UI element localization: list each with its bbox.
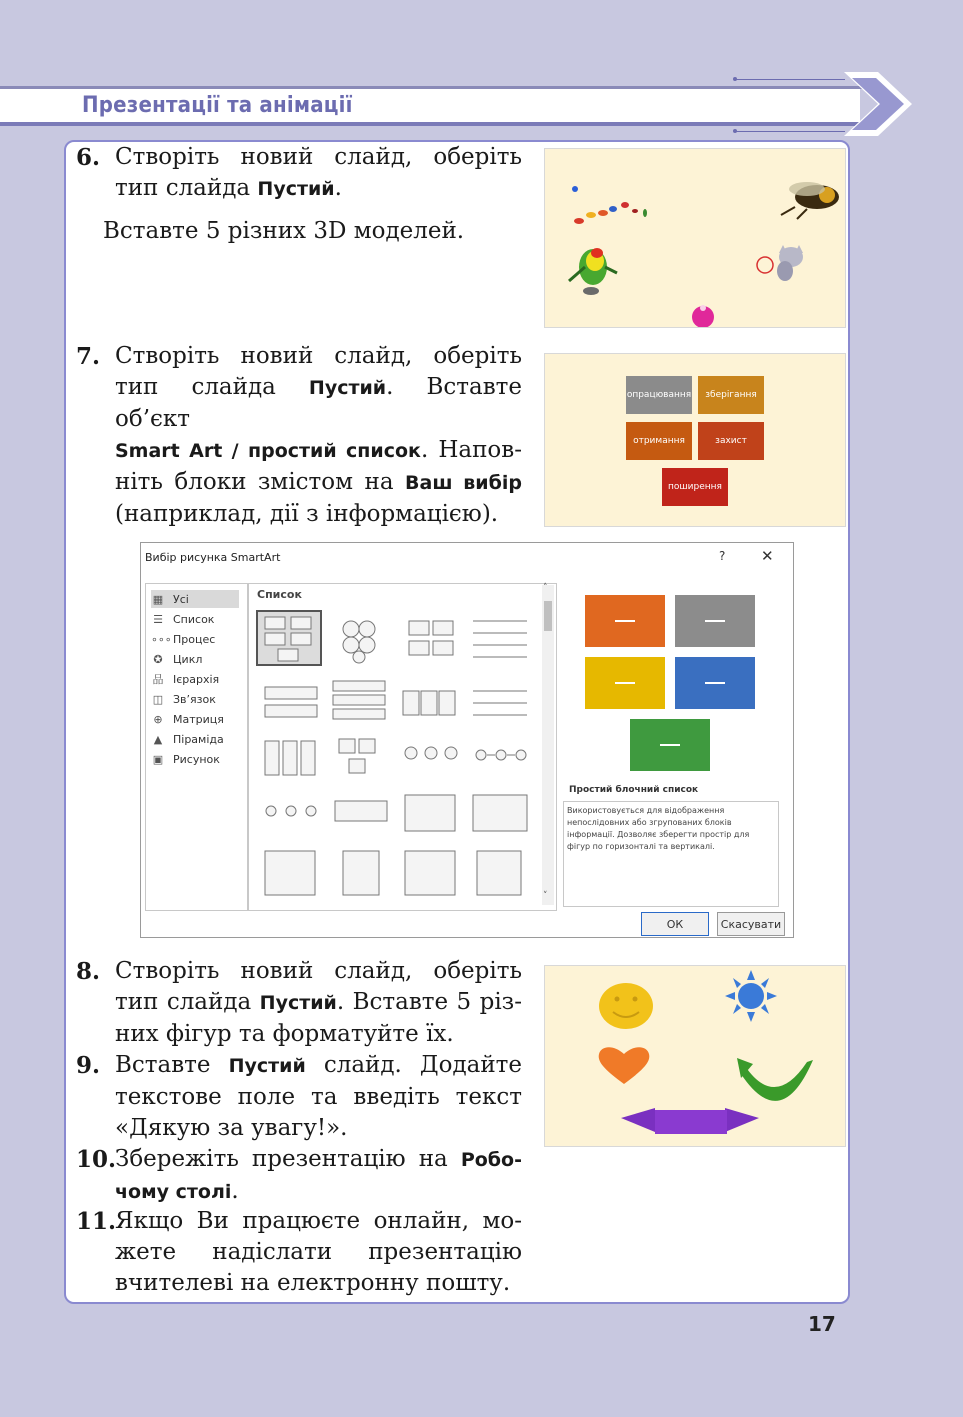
help-button[interactable]: ? [719, 549, 726, 563]
cancel-button[interactable]: Скасувати [717, 912, 785, 936]
preview-block [675, 595, 755, 647]
ok-button[interactable]: ОК [641, 912, 709, 936]
header-line-bottom [0, 122, 860, 126]
smartart-block: зберігання [698, 376, 764, 414]
decor-line [735, 79, 845, 80]
sun-icon [725, 970, 777, 1022]
smartart-dialog [140, 542, 794, 938]
task-text [115, 1206, 522, 1299]
category-label: Процес [173, 632, 216, 646]
task-line: вчителеві на електронну пошту. [115, 1270, 511, 1296]
task-line: Якщо Ви працюєте онлайн, мо- [115, 1208, 522, 1234]
layout-thumb-basic-block-list [257, 611, 321, 665]
category-icon: ◫ [152, 692, 164, 706]
category-item[interactable] [151, 670, 239, 688]
task-number: 7. [76, 343, 101, 370]
dialog-title: Вибір рисунка SmartArt [145, 551, 281, 564]
decor-dot [733, 77, 737, 81]
task-7 [76, 341, 522, 527]
task-line: ніть блоки змістом на Ваш вибір [115, 469, 522, 495]
preview-block [585, 657, 665, 709]
task-6 [76, 142, 522, 242]
task-line: Створіть новий слайд, оберіть [115, 958, 522, 984]
category-item[interactable] [151, 590, 239, 608]
category-icon: ▣ [152, 752, 164, 766]
slide-smartart [544, 353, 846, 527]
task-line: тип слайда Пустий. Вставте 5 різ- [115, 989, 523, 1015]
smartart-block: отримання [626, 422, 692, 460]
decor-dot [733, 129, 737, 133]
preview-block [585, 595, 665, 647]
slide-shapes [544, 965, 846, 1147]
shapes-illustration [545, 966, 845, 1146]
task-text [115, 341, 522, 530]
category-label: Рисунок [173, 752, 220, 766]
category-label: Матриця [173, 712, 224, 726]
chevron-arrow-icon [842, 70, 914, 138]
task-text [115, 956, 522, 1050]
slide-3d-models [544, 148, 846, 328]
preview-block [675, 657, 755, 709]
gallery-scrollbar[interactable]: ˄ ˅ [542, 585, 554, 905]
category-icon: ▦ [152, 592, 164, 606]
category-item[interactable] [151, 630, 239, 648]
category-icon: ✪ [153, 652, 163, 666]
preview-layout-name: Простий блочний список [569, 785, 699, 795]
task-number: 10. [76, 1146, 117, 1173]
category-icon: ⊕ [153, 712, 163, 726]
layout-thumbnails [251, 605, 541, 905]
task-line: Вставте 5 різних 3D моделей. [103, 218, 465, 244]
gallery-title: Список [257, 588, 302, 601]
task-10 [76, 1144, 522, 1208]
preview-description: Використовується для відображення непослідовних або згрупованих блоків інформації. Дозволяє зберегти простір для фігур по горизонталі та вертикалі. [567, 806, 750, 851]
task-number: 8. [76, 958, 101, 985]
task-line: Smart Art / простий список. Напов- [115, 437, 522, 463]
task-line: Вставте Пустий слайд. Додайте [115, 1052, 522, 1078]
task-text [115, 1144, 522, 1208]
task-line: Збережіть презентацію на Робо- [115, 1146, 522, 1172]
task-text [115, 1050, 522, 1144]
task-8 [76, 956, 522, 1052]
category-item[interactable] [151, 730, 239, 748]
category-label: Цикл [173, 652, 203, 666]
ribbon-banner-icon [621, 1108, 759, 1134]
category-item[interactable] [151, 650, 239, 668]
task-line: них фігур та форматуйте їх. [115, 1021, 454, 1047]
task-line: Створіть новий слайд, оберіть [115, 144, 522, 170]
task-11 [76, 1206, 522, 1302]
category-icon: ∘∘∘ [151, 632, 172, 646]
category-label: Піраміда [173, 732, 224, 746]
decor-line [735, 131, 845, 132]
section-title: Презентації та анімації [82, 93, 353, 118]
task-number: 9. [76, 1052, 101, 1079]
page-number: 17 [808, 1312, 836, 1336]
category-icon: ▲ [153, 732, 163, 746]
category-icon: ☰ [153, 612, 163, 626]
curved-arrow-icon [737, 1058, 813, 1101]
category-label: Усі [173, 592, 189, 606]
category-label: Ієрархія [173, 672, 220, 686]
3d-models-illustration [545, 149, 845, 327]
smartart-block: захист [698, 422, 764, 460]
heart-icon [599, 1047, 650, 1084]
category-item[interactable] [151, 710, 239, 728]
task-line: Створіть новий слайд, оберіть [115, 343, 522, 369]
task-line: жете надіслати презентацію [115, 1239, 522, 1265]
close-button[interactable]: ✕ [761, 547, 774, 565]
category-item[interactable] [151, 690, 239, 708]
task-line: тип слайда Пустий. Вставте об’єкт [115, 374, 522, 432]
category-label: Зв’язок [173, 692, 216, 706]
task-number: 6. [76, 144, 101, 171]
task-line: (наприклад, дії з інформацією). [115, 501, 499, 527]
task-line: «Дякую за увагу!». [115, 1115, 348, 1141]
category-label: Список [173, 612, 215, 626]
task-number: 11. [76, 1208, 117, 1235]
task-line: тип слайда Пустий. [115, 175, 342, 201]
smartart-block: опрацювання [626, 376, 692, 414]
task-line: текстове поле та введіть текст [115, 1084, 522, 1110]
preview-block [630, 719, 710, 771]
task-text [115, 142, 522, 205]
task-line: чому столі. [115, 1178, 239, 1204]
category-item[interactable] [151, 610, 239, 628]
smartart-block: поширення [662, 468, 728, 506]
smiley-face-icon [599, 983, 653, 1029]
task-9 [76, 1050, 522, 1146]
category-item[interactable] [151, 750, 239, 768]
category-icon: 品 [152, 673, 164, 686]
